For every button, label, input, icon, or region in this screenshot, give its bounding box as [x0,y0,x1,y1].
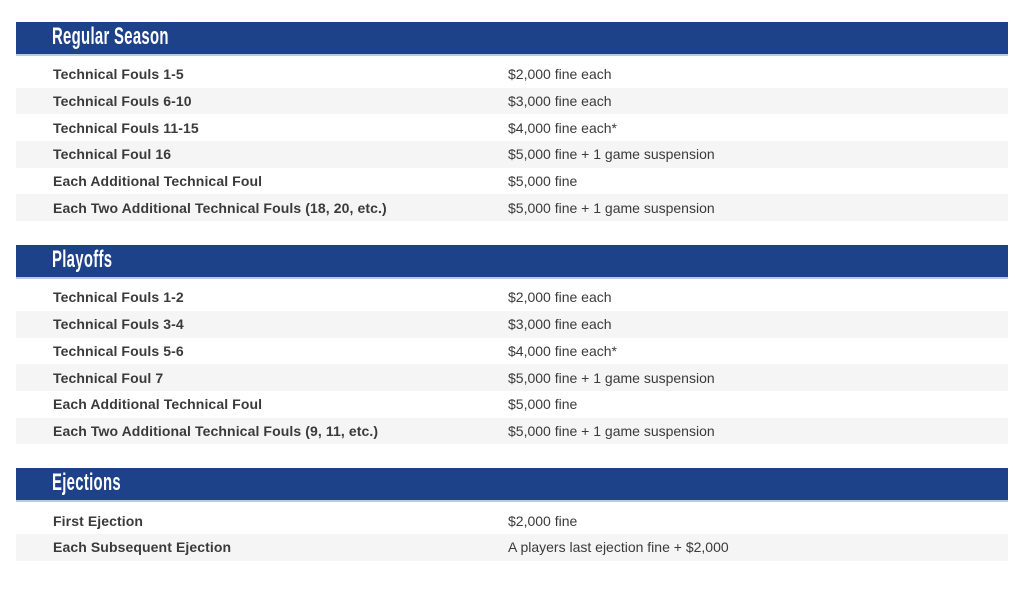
table-row [16,61,1008,88]
table-row [16,534,1008,561]
section-ejections [16,468,1008,560]
row-label: Each Two Additional Technical Fouls (18, 20, etc.) [53,199,387,216]
table-row [16,284,1008,311]
row-label: Technical Fouls 5-6 [53,342,184,359]
section-header-playoffs [16,245,1008,279]
row-value: $5,000 fine + 1 game suspension [508,369,715,386]
row-label: Technical Foul 16 [53,146,172,163]
row-label: Technical Fouls 11-15 [53,119,199,136]
table-row [16,338,1008,365]
row-value: $4,000 fine each* [508,342,617,359]
row-value: $4,000 fine each* [508,119,617,136]
row-value: $3,000 fine each [508,93,612,110]
row-value: $2,000 fine each [508,289,612,306]
row-value: $2,000 fine each [508,66,612,83]
row-value: $3,000 fine each [508,316,612,333]
section-rows [16,284,1008,444]
section-rows [16,61,1008,221]
row-label: Technical Fouls 1-5 [53,66,184,83]
row-label: Each Two Additional Technical Fouls (9, 11, etc.) [53,422,379,439]
row-label: Technical Foul 7 [53,369,164,386]
row-value: $5,000 fine + 1 game suspension [508,146,715,163]
row-value: A players last ejection fine + $2,000 [508,539,729,556]
table-row [16,168,1008,195]
table-row [16,418,1008,445]
row-value: $5,000 fine + 1 game suspension [508,422,715,439]
table-row [16,88,1008,115]
section-header-regular-season [16,22,1008,56]
row-label: Technical Fouls 1-2 [53,289,184,306]
section-title: Playoffs [52,246,113,274]
table-row [16,391,1008,418]
table-row [16,311,1008,338]
row-label: Technical Fouls 3-4 [53,316,184,333]
row-value: $5,000 fine + 1 game suspension [508,199,715,216]
table-row [16,507,1008,534]
section-playoffs [16,245,1008,444]
section-title: Ejections [52,469,121,497]
row-label: First Ejection [53,512,144,529]
fines-table [16,22,1008,585]
row-label: Each Additional Technical Foul [53,173,263,190]
row-label: Each Additional Technical Foul [53,396,263,413]
section-rows [16,507,1008,560]
row-value: $5,000 fine [508,173,578,190]
table-row [16,194,1008,221]
row-label: Each Subsequent Ejection [53,539,232,556]
section-regular-season [16,22,1008,221]
row-value: $2,000 fine [508,512,578,529]
row-value: $5,000 fine [508,396,578,413]
row-label: Technical Fouls 6-10 [53,93,192,110]
table-row [16,114,1008,141]
table-row [16,141,1008,168]
section-title: Regular Season [52,23,169,50]
table-row [16,364,1008,391]
section-header-ejections [16,468,1008,502]
